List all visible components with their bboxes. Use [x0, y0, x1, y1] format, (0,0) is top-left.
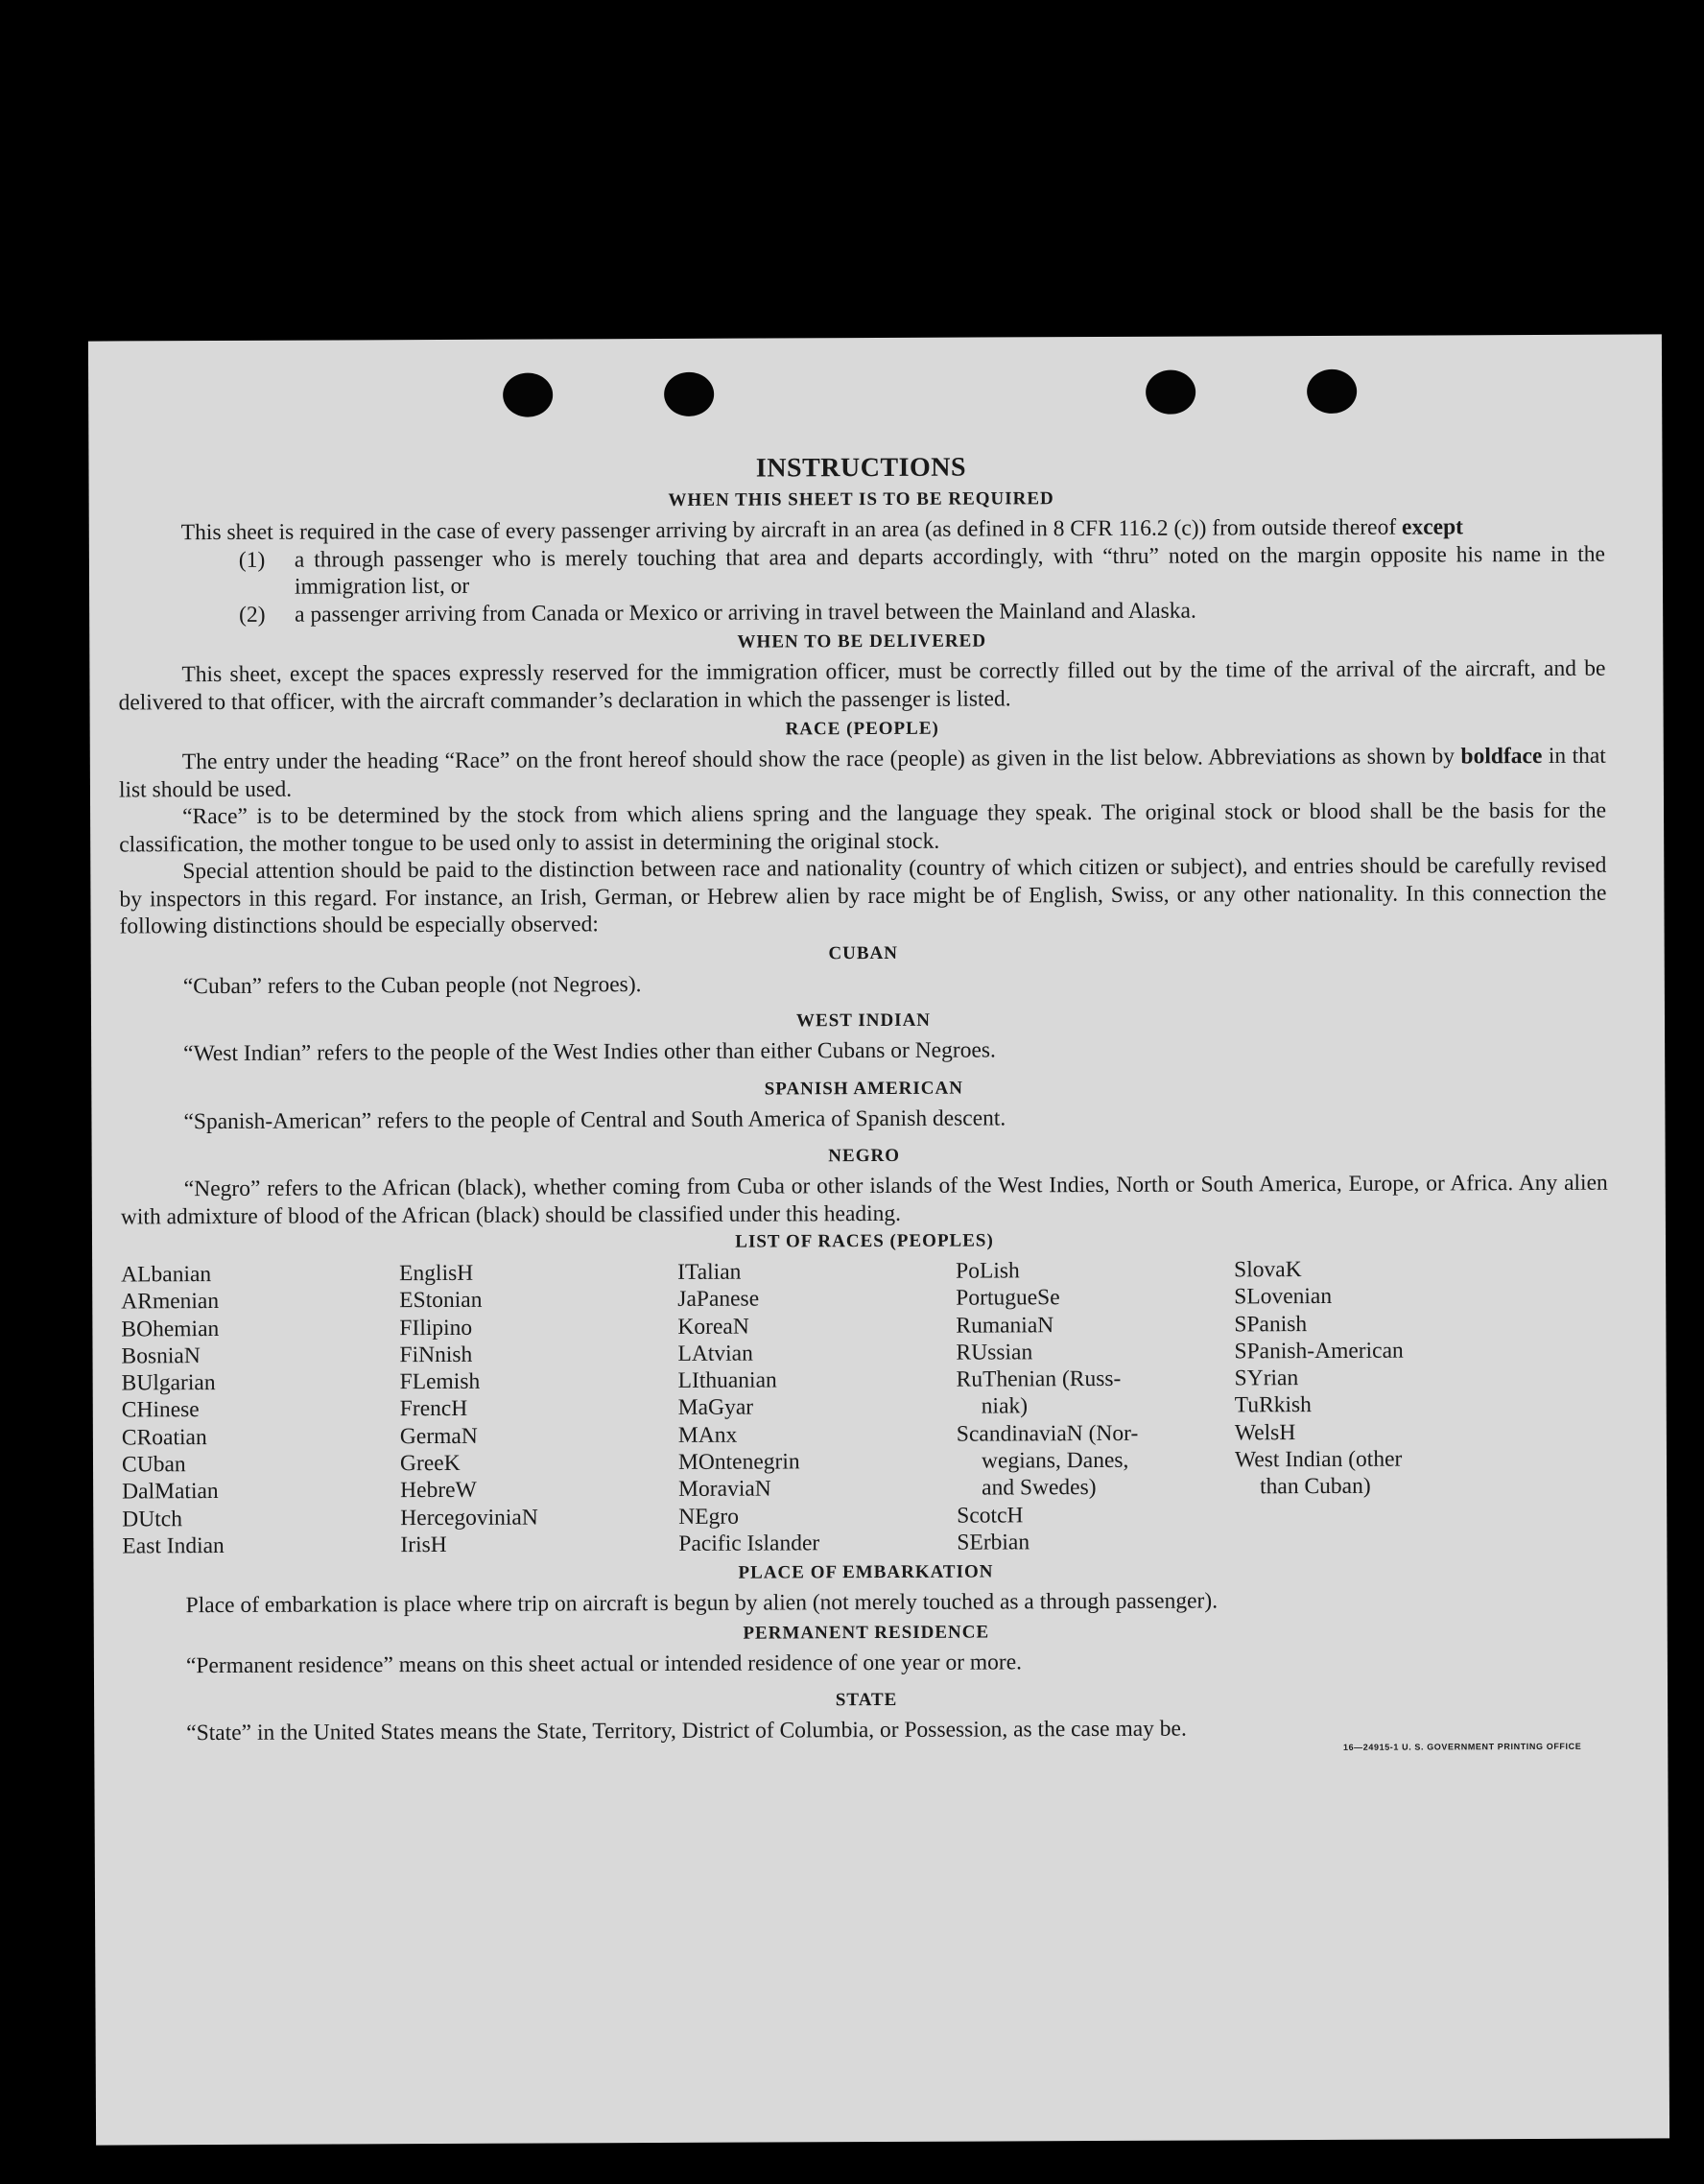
race-entry: GermaN	[399, 1423, 478, 1449]
race-entry: HebreW	[400, 1478, 477, 1504]
race-entry: SErbian	[957, 1530, 1030, 1555]
print-line: 16—24915-1 U. S. GOVERNMENT PRINTING OFFICE	[1342, 1741, 1582, 1752]
race-paragraph-2: “Race” is to be determined by the stock from which aliens spring and the language they speak. The original stock or blood shall be the basis for the classification, the mother tongue to be used only to assist in determining the original stock.	[119, 797, 1607, 857]
races-column-3	[677, 1258, 957, 1558]
delivered-text: This sheet, except the spaces expressly reserved for the immigration officer, must be correctly filled out by the time of the arrival of the aircraft, and be delivered to that officer, with the aircraft commander’s declaration in which the passenger is listed.	[118, 655, 1606, 715]
race-entry: GreeK	[399, 1450, 461, 1477]
race-entry: BUlgarian	[121, 1370, 216, 1396]
required-intro: This sheet is required in the case of every passenger arriving by aircraft in an area (as defined in 8 CFR 116.2 (c)) from outside thereof except	[180, 514, 1464, 546]
section-heading-spanish-american: SPANISH AMERICAN	[764, 1078, 963, 1100]
section-heading-delivered: WHEN TO BE DELIVERED	[737, 630, 987, 653]
embarkation-text: Place of embarkation is place where trip on aircraft is begun by alien (not merely touched as a through passenger).	[185, 1588, 1219, 1619]
negro-text: “Negro” refers to the African (black), whether coming from Cuba or other islands of the West Indies, North or South America, Europe, or Africa. Any alien with admixture of blood of the African (black) should be classified under this heading.	[120, 1170, 1608, 1229]
page-title: INSTRUCTIONS	[755, 452, 967, 484]
punch-hole	[1146, 370, 1195, 415]
exception-item-2: (2) a passenger arriving from Canada or Mexico or arriving in travel between the Mainland and Alaska.	[239, 598, 1196, 628]
race-entry: FrencH	[399, 1396, 468, 1422]
race-entry: FLemish	[399, 1369, 481, 1395]
race-entry: BOhemian	[121, 1316, 220, 1342]
race-entry: CUban	[121, 1452, 186, 1478]
exception-item-1: (1) a through passenger who is merely touching that area and departs accordingly, with “thru” noted on the margin opposite his name in the immigration list, or	[238, 541, 1605, 600]
race-entry: FiNnish	[399, 1341, 473, 1368]
races-column-1	[121, 1260, 400, 1560]
race-entry: KoreaN	[677, 1314, 749, 1340]
section-heading-residence: PERMANENT RESIDENCE	[743, 1622, 990, 1644]
race-entry: ITalian	[677, 1259, 742, 1285]
punch-hole	[503, 372, 553, 416]
race-entry: DUtch	[122, 1506, 182, 1532]
race-entry: WelsH	[1234, 1419, 1296, 1446]
west-indian-text: “West Indian” refers to the people of the West Indies other than either Cubans or Negroes.	[183, 1037, 996, 1067]
race-entry: SPanish-American	[1234, 1338, 1404, 1365]
race-entry: SYrian	[1234, 1365, 1299, 1391]
race-entry: HercegoviniaN	[400, 1505, 538, 1531]
race-entry: Pacific Islander	[678, 1531, 820, 1556]
race-entry: ScotcH	[957, 1503, 1024, 1529]
race-entry: EStonian	[399, 1288, 483, 1314]
race-entry-continued: than Cuban)	[1260, 1474, 1371, 1500]
section-heading-required: WHEN THIS SHEET IS TO BE REQUIRED	[668, 488, 1054, 510]
race-entry: DalMatian	[122, 1479, 219, 1505]
race-paragraph-1: The entry under the heading “Race” on the front hereof should show the race (people) as given in the list below. Abbreviations as shown by boldface in that list should be used.	[118, 743, 1606, 802]
race-entry: ScandinaviaN (Nor-	[956, 1420, 1139, 1447]
race-entry: MAnx	[677, 1422, 738, 1448]
race-entry: MaGyar	[677, 1395, 754, 1421]
race-entry-continued: and Swedes)	[982, 1475, 1097, 1501]
punch-hole	[664, 372, 714, 416]
race-entry-continued: wegians, Danes,	[981, 1447, 1129, 1474]
race-entry: TuRkish	[1234, 1392, 1312, 1418]
race-entry: IrisH	[400, 1531, 447, 1558]
race-entry: LAtvian	[677, 1341, 753, 1366]
race-entry: MOntenegrin	[677, 1449, 800, 1475]
race-entry: CRoatian	[121, 1424, 207, 1451]
race-entry: MoraviaN	[678, 1476, 771, 1503]
race-entry: LIthuanian	[677, 1367, 777, 1394]
instruction-sheet	[88, 334, 1669, 2145]
punch-hole	[1307, 369, 1357, 414]
race-entry: SPanish	[1234, 1311, 1308, 1337]
race-entry: East Indian	[122, 1532, 225, 1559]
section-heading-state: STATE	[835, 1690, 898, 1711]
race-entry-continued: niak)	[981, 1393, 1029, 1420]
race-entry: SlovaK	[1234, 1257, 1302, 1283]
residence-text: “Permanent residence” means on this sheet actual or intended residence of one year or more.	[185, 1650, 1023, 1678]
race-entry: West Indian (other	[1234, 1446, 1403, 1473]
race-entry: PoLish	[956, 1258, 1020, 1284]
section-heading-embarkation: PLACE OF EMBARKATION	[738, 1561, 994, 1583]
race-entry: EnglisH	[399, 1260, 474, 1287]
race-paragraph-3: Special attention should be paid to the distinction between race and nationality (country of which citizen or subject), and entries should be carefully revised by inspectors in this regard. For instance, an Irish, German, or Hebrew alien by race might be of English, Swiss, or any other nationality. In this connection the following distinctions should be especially observed:	[119, 852, 1607, 939]
race-entry: SLovenian	[1234, 1284, 1333, 1310]
race-entry: RuThenian (Russ-	[956, 1366, 1122, 1392]
spanish-american-text: “Spanish-American” refers to the people of Central and South America of Spanish descent.	[183, 1104, 1006, 1134]
race-entry: PortugueSe	[956, 1285, 1060, 1311]
races-column-2	[399, 1259, 678, 1559]
race-entry: NEgro	[678, 1504, 739, 1530]
state-text: “State” in the United States means the State, Territory, District of Columbia, or Possession, as the case may be.	[186, 1716, 1187, 1746]
section-heading-race: RACE (PEOPLE)	[785, 718, 939, 740]
race-entry: JaPanese	[677, 1286, 760, 1313]
race-entry: BosniaN	[121, 1342, 201, 1369]
races-column-4	[956, 1256, 1235, 1556]
race-entry: RumaniaN	[956, 1312, 1054, 1339]
section-heading-races-list: LIST OF RACES (PEOPLES)	[735, 1230, 994, 1252]
race-entry: ARmenian	[121, 1289, 220, 1315]
section-heading-cuban: CUBAN	[828, 942, 899, 963]
section-heading-west-indian: WEST INDIAN	[795, 1009, 932, 1032]
race-entry: ALbanian	[121, 1262, 212, 1288]
races-list	[121, 1255, 1609, 1560]
race-entry: FIlipino	[399, 1315, 473, 1341]
section-heading-negro: NEGRO	[828, 1145, 901, 1167]
races-column-5	[1234, 1255, 1513, 1555]
race-entry: RUssian	[956, 1340, 1033, 1365]
race-entry: CHinese	[121, 1397, 200, 1423]
cuban-text: “Cuban” refers to the Cuban people (not Negroes).	[182, 971, 642, 999]
